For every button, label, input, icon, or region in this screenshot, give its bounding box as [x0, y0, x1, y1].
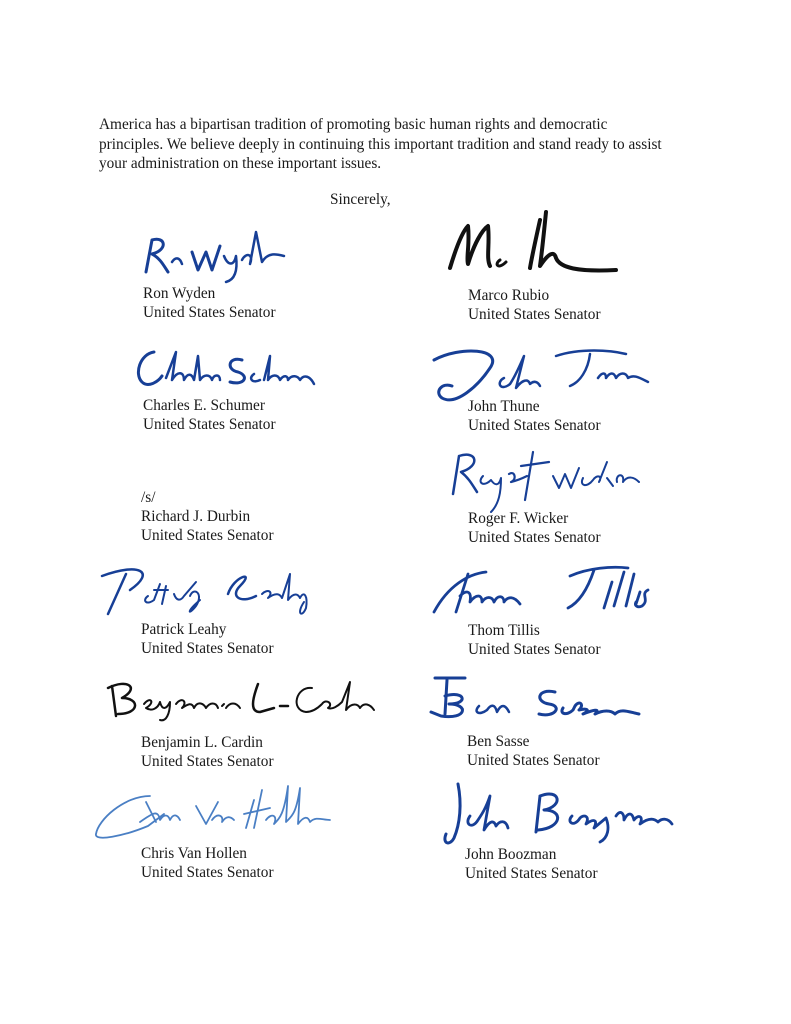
signer-name: Benjamin L. Cardin [141, 734, 263, 751]
signature-wicker [447, 442, 647, 518]
signer-text-wyden [143, 284, 463, 322]
signature-boozman [440, 780, 680, 852]
signature-schumer [132, 344, 322, 396]
signer-title: United States Senator [141, 864, 274, 881]
signer-title: United States Senator [143, 416, 276, 433]
paragraph-line: America has a bipartisan tradition of promoting basic human rights and democratic [99, 116, 608, 133]
signer-title: United States Senator [141, 753, 274, 770]
signature-cardin [100, 674, 390, 724]
signature-block-wicker [447, 442, 767, 518]
signature-block-boozman [440, 780, 760, 852]
signer-text-schumer [143, 396, 463, 434]
paragraph-line: your administration on these important issues. [99, 155, 382, 172]
signature-sasse [425, 674, 675, 730]
signer-text-tillis [468, 621, 788, 659]
signer-name: Ron Wyden [143, 285, 216, 302]
signer-text-cardin [141, 733, 461, 771]
signer-text-rubio [468, 286, 788, 324]
signature-block-leahy [100, 556, 420, 620]
signer-name: John Thune [468, 398, 540, 415]
signer-title: United States Senator [468, 641, 601, 658]
signer-title: United States Senator [141, 527, 274, 544]
paragraph-line: principles. We believe deeply in continuing this important tradition and stand ready to assist [99, 135, 662, 153]
signer-text-sasse [467, 732, 787, 770]
signer-text-wicker [468, 509, 788, 547]
signer-text-durbin [141, 488, 461, 545]
letter-paragraph [99, 115, 719, 174]
signer-title: United States Senator [465, 865, 598, 882]
signature-leahy [100, 556, 320, 620]
signer-title: United States Senator [468, 306, 601, 323]
signer-name: Roger F. Wicker [468, 510, 569, 527]
signature-block-sasse [425, 674, 745, 730]
signer-text-van-hollen [141, 844, 461, 882]
signer-title: United States Senator [143, 304, 276, 321]
signature-block-cardin [100, 674, 420, 724]
signer-title: United States Senator [468, 417, 601, 434]
signer-name: Chris Van Hollen [141, 845, 247, 862]
signer-name: Patrick Leahy [141, 621, 227, 638]
signer-name: John Boozman [465, 846, 557, 863]
signer-name: Ben Sasse [467, 733, 530, 750]
signature-block-van-hollen [94, 776, 414, 842]
signature-van-hollen [94, 776, 354, 842]
signature-rubio [444, 208, 634, 284]
signature-block-wyden [138, 222, 458, 282]
signature-tillis [428, 556, 668, 620]
signature-block-schumer [132, 344, 452, 396]
signature-block-rubio [444, 208, 764, 284]
signer-name: Charles E. Schumer [143, 397, 265, 414]
signer-title: United States Senator [468, 529, 601, 546]
signer-name: Marco Rubio [468, 287, 550, 304]
closing: Sincerely, [330, 191, 391, 208]
signer-title: United States Senator [141, 640, 274, 657]
signer-name: Thom Tillis [468, 622, 540, 639]
signature-wyden [138, 222, 298, 282]
electronic-signature: /s/ [141, 489, 156, 506]
signature-block-tillis [428, 556, 748, 620]
signer-text-thune [468, 397, 788, 435]
signer-text-leahy [141, 620, 461, 658]
signer-text-boozman [465, 845, 785, 883]
signer-title: United States Senator [467, 752, 600, 769]
signer-name: Richard J. Durbin [141, 508, 251, 525]
